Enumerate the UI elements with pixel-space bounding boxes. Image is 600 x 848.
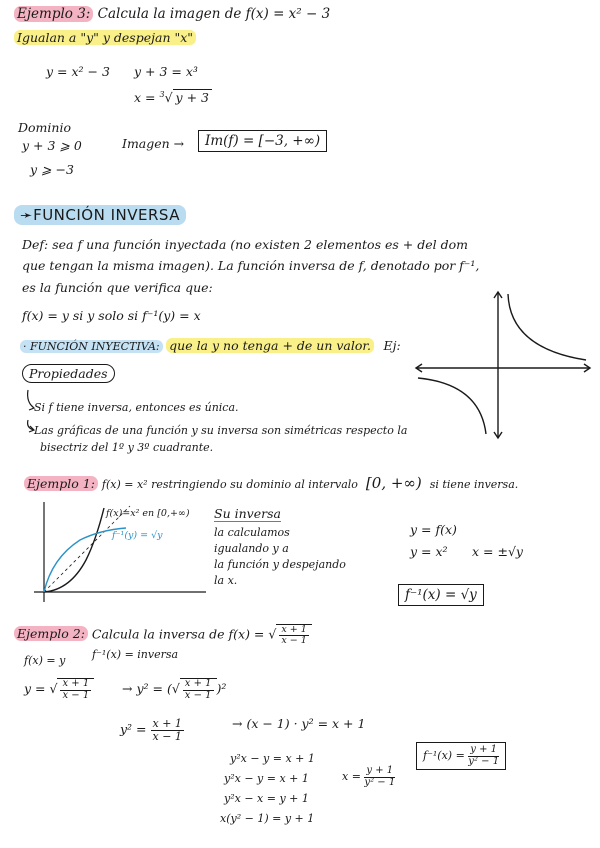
ex2-sq-frac-den: x − 1 bbox=[184, 689, 212, 701]
ex2-y2-frac bbox=[151, 718, 184, 742]
ex2-y-eq-lhs: y = bbox=[24, 681, 46, 696]
su-inversa bbox=[214, 506, 281, 521]
calc-line-3: la función y despejando bbox=[214, 558, 346, 571]
ex2-fy: f(x) = y bbox=[24, 654, 66, 667]
ex2-statement: Calcula la inversa de f(x) = bbox=[91, 626, 265, 642]
ex2-y-frac-num: x + 1 bbox=[62, 678, 90, 689]
injective-example-graph bbox=[410, 288, 595, 443]
ex1-result-box: f⁻¹(x) = √y bbox=[398, 584, 484, 606]
ex2-y2-lhs: y² = bbox=[120, 721, 147, 737]
ex2-header: Ejemplo 2: Calcula la inversa de f(x) = √ $\frac{x + 1}{x - 1}$ bbox=[14, 624, 312, 646]
ex2-res-num: y + 1 bbox=[468, 745, 499, 757]
inyectiva-text: que la y no tenga + de un valor. bbox=[166, 338, 374, 353]
ex3-eq2: y + 3 = x³ bbox=[134, 64, 198, 79]
imagen-label: Imagen → bbox=[122, 136, 185, 151]
ex3-eq3: x = $^3$√ y + 3 bbox=[134, 90, 212, 105]
inversa-heading bbox=[14, 206, 186, 224]
ex2-s4: x(y² − 1) = y + 1 bbox=[220, 812, 315, 825]
ex2-x-eq bbox=[342, 766, 395, 788]
ex3-header bbox=[14, 6, 330, 22]
ex2-finv: f⁻¹(x) = inversa bbox=[92, 648, 179, 661]
ex2-sq-frac bbox=[180, 678, 217, 701]
calc-line-2: igualando y a bbox=[214, 542, 289, 555]
ex2-x-lhs: x = bbox=[342, 770, 361, 783]
calc-line-4: la x. bbox=[214, 574, 238, 587]
calc-line-1: la calculamos bbox=[214, 526, 290, 539]
ex2-frac bbox=[276, 624, 311, 646]
ex2-arrow-sq: → y² = ( bbox=[122, 681, 172, 696]
propiedades-badge: Propiedades bbox=[22, 364, 115, 383]
prop-2a: Las gráficas de una función y su inversa son simétricas respecto la bbox=[34, 424, 408, 437]
ex1-title: Ejemplo 1: bbox=[24, 476, 98, 491]
graph-x-squared bbox=[44, 508, 104, 592]
ex2-y-eq: y = √ $\frac{x + 1}{x - 1}$ bbox=[24, 678, 94, 701]
ex2-x-num: y + 1 bbox=[364, 766, 395, 778]
ex3-eq3-radicand: y + 3 bbox=[173, 89, 212, 105]
ex2-res-lhs: f⁻¹(x) = bbox=[423, 749, 465, 762]
def-line-1: Def: sea f una función inyectada (no existen 2 elementos es + del dom bbox=[22, 237, 468, 252]
ex2-res-frac bbox=[468, 745, 499, 767]
ex2-y-squared: → y² = (√ $\frac{x + 1}{x - 1}$ )² bbox=[122, 678, 227, 701]
graph-label-finv: f⁻¹(y) = √y bbox=[112, 530, 163, 541]
ex1-header bbox=[24, 474, 518, 492]
ex1-statement: f(x) = x² restringiendo su dominio al intervalo bbox=[101, 478, 358, 491]
def-line-2: que tengan la misma imagen). La función inversa de f, denotado por f⁻¹, bbox=[22, 258, 480, 273]
ex3-statement: Calcula la imagen de f(x) = x² − 3 bbox=[97, 6, 331, 22]
ex2-frac-den: x − 1 bbox=[281, 634, 307, 646]
imagen-result-box: Im(f) = [−3, +∞) bbox=[198, 130, 327, 152]
ex3-eq3-index: 3 bbox=[159, 90, 165, 99]
ex2-y-frac-den: x − 1 bbox=[62, 689, 90, 701]
ex2-frac-num: x + 1 bbox=[281, 624, 307, 635]
inyectiva-line bbox=[20, 338, 401, 353]
ex3-highlight-text: Igualan a "y" y despejan "x" bbox=[14, 30, 196, 45]
def-line-3: es la función que verifica que: bbox=[22, 280, 213, 295]
ex2-s2: y²x − y = x + 1 bbox=[224, 772, 309, 785]
ex1-statement-end: si tiene inversa. bbox=[429, 478, 519, 491]
def-line-4: f(x) = y si y solo si f⁻¹(y) = x bbox=[22, 308, 201, 323]
ex1-e1: y = f(x) bbox=[410, 522, 457, 537]
ex2-result-box bbox=[416, 742, 506, 770]
inversa-heading-text: ➛FUNCIÓN INVERSA bbox=[14, 205, 186, 225]
su-inversa-text: Su inversa bbox=[214, 506, 281, 521]
ex1-e3: x = ±√y bbox=[472, 544, 523, 559]
prop-2b: bisectriz del 1º y 3º cuadrante. bbox=[40, 441, 214, 454]
ex3-title: Ejemplo 3: bbox=[14, 6, 93, 22]
ex2-y-frac bbox=[57, 678, 94, 701]
prop-arrows-icon bbox=[24, 388, 44, 448]
ex1-interval: [0, +∞) bbox=[365, 474, 422, 492]
ex2-s3: y²x − x = y + 1 bbox=[224, 792, 309, 805]
inyectiva-ej: Ej: bbox=[383, 338, 401, 353]
ex2-s1: y²x − y = x + 1 bbox=[230, 752, 315, 765]
inyectiva-label: · FUNCIÓN INYECTIVA: bbox=[20, 340, 163, 353]
ex2-step: → (x − 1) · y² = x + 1 bbox=[232, 716, 366, 731]
dominio-eq2: y ⩾ −3 bbox=[30, 162, 74, 177]
ex2-sq-frac-num: x + 1 bbox=[184, 678, 212, 689]
ex2-y2-frac-den: x − 1 bbox=[152, 729, 182, 743]
ex2-y2-frac-num: x + 1 bbox=[152, 717, 182, 730]
ex3-highlight bbox=[14, 30, 196, 45]
dominio-label: Dominio bbox=[18, 120, 71, 135]
ex2-res-den: y² − 1 bbox=[468, 755, 500, 767]
ex2-x-den: y² − 1 bbox=[364, 776, 396, 788]
hyperbola-branch-2 bbox=[418, 378, 486, 434]
ex2-sq-close: )² bbox=[216, 681, 227, 696]
graph-label-f: f(x)=x² en [0,+∞) bbox=[106, 508, 190, 519]
ex2-x-frac bbox=[364, 766, 395, 788]
ex3-eq3-lhs: x = bbox=[134, 90, 156, 106]
ex2-y2-eq bbox=[120, 718, 184, 742]
dominio-eq1: y + 3 ⩾ 0 bbox=[22, 138, 82, 153]
prop-1: Si f tiene inversa, entonces es única. bbox=[34, 401, 239, 414]
hyperbola-branch-1 bbox=[508, 294, 586, 360]
ex1-e2: y = x² bbox=[410, 544, 448, 559]
ex3-eq1: y = x² − 3 bbox=[46, 64, 110, 79]
ex2-title: Ejemplo 2: bbox=[14, 626, 88, 641]
